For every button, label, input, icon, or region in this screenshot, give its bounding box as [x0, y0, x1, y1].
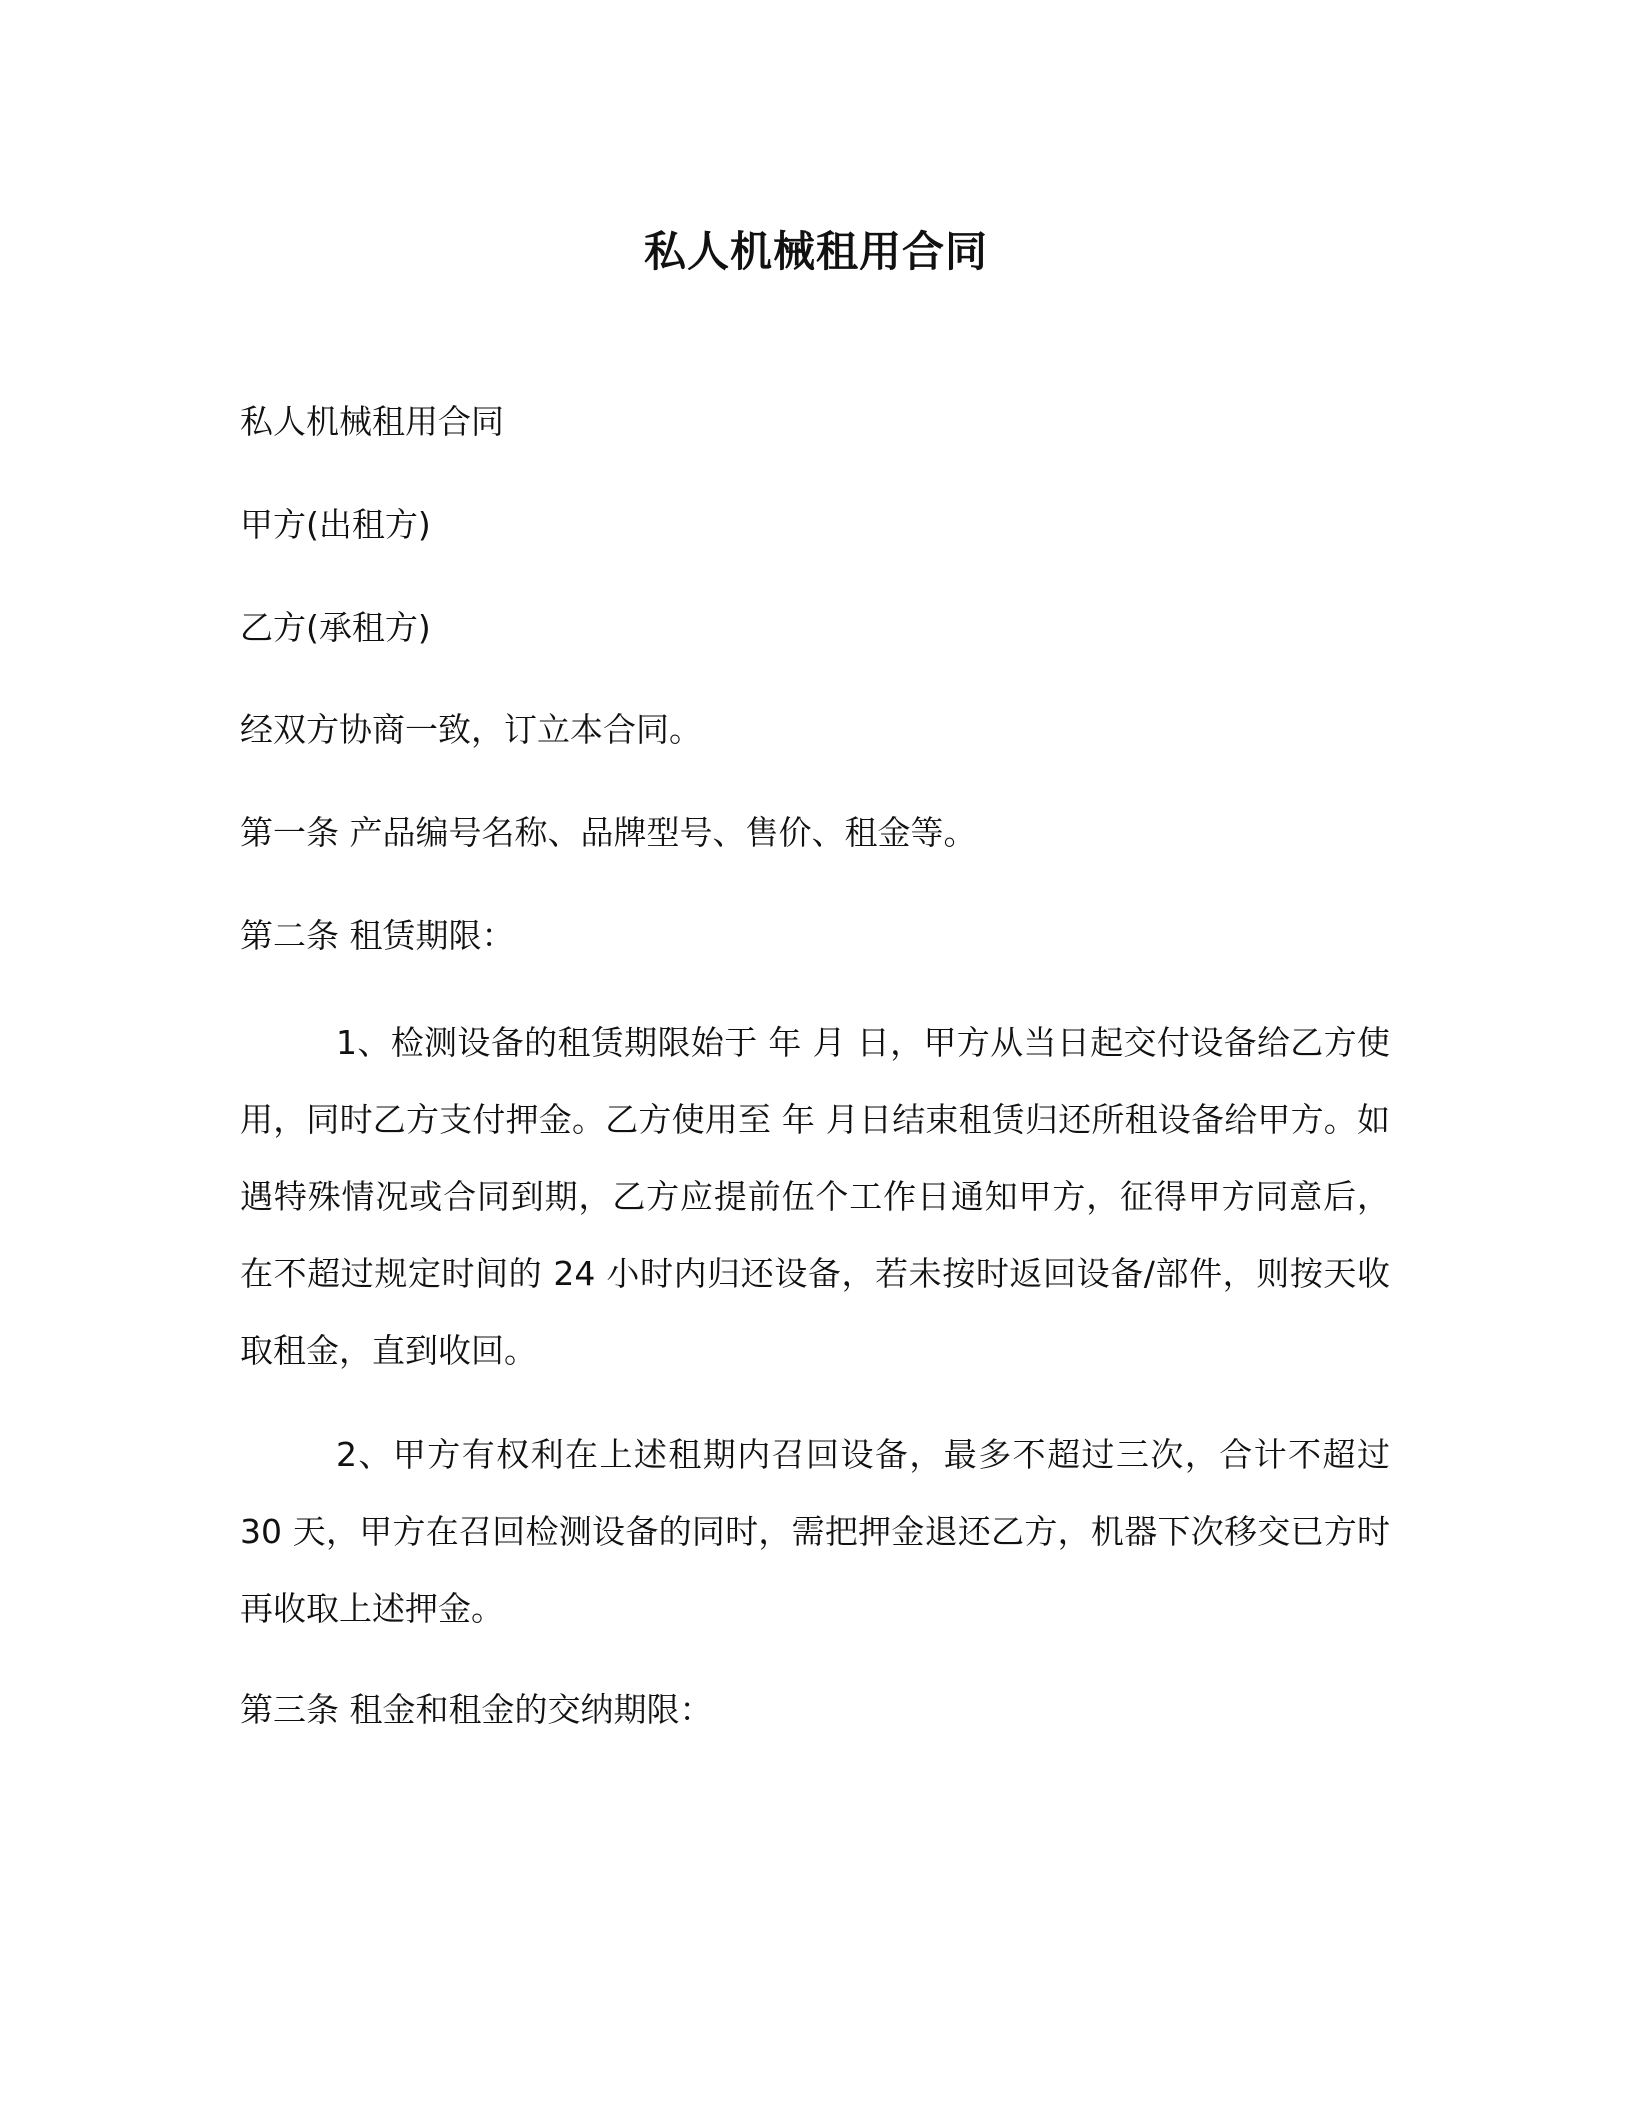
party-a-line: 甲方(出租方) — [240, 505, 431, 544]
clause-2-2: 2、甲方有权利在上述租期内召回设备，最多不超过三次，合计不超过 30 天，甲方在召回检测设备的同时，需把押金退还乙方，机器下次移交已方时再收取上述押金。 — [240, 1435, 1390, 1628]
document-title: 私人机械租用合同 — [643, 227, 988, 276]
agreement-line: 经双方协商一致，订立本合同。 — [240, 710, 702, 749]
heading-repeat: 私人机械租用合同 — [240, 402, 504, 441]
clause-2-1: 1、检测设备的租赁期限始于 年 月 日，甲方从当日起交付设备给乙方使用，同时乙方支付押金。乙方使用至 年 月日结束租赁归还所租设备给甲方。如遇特殊情况或合同到期，乙方应提前伍个工作日通知甲方，征得甲方同意后，在不超过规定时间的 24 小时内归还设备，若未按时返回设备/部件，则按天收取租金，直到收回。 — [240, 1023, 1390, 1370]
article-2: 第二条 租赁期限： — [240, 916, 515, 955]
article-3: 第三条 租金和租金的交纳期限： — [240, 1690, 713, 1729]
party-b-line: 乙方(承租方) — [240, 608, 431, 647]
article-1: 第一条 产品编号名称、品牌型号、售价、租金等。 — [240, 813, 977, 852]
